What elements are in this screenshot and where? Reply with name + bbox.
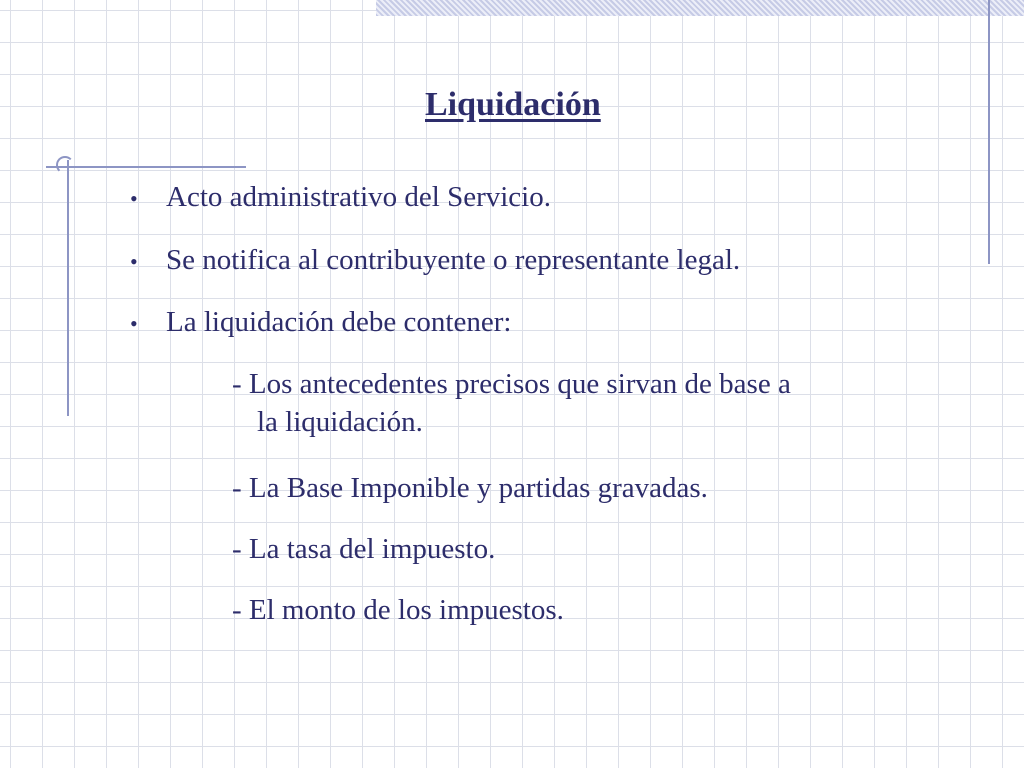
sub-item-1-line-2: la liquidación. <box>257 406 423 438</box>
right-decorative-line <box>988 0 990 264</box>
sub-item-3: - La tasa del impuesto. <box>232 533 496 565</box>
bullet-marker: • <box>130 186 138 211</box>
left-horizontal-line <box>46 166 246 168</box>
top-decorative-bar <box>376 0 1024 16</box>
slide-title: Liquidación <box>425 86 601 123</box>
bullet-3: La liquidación debe contener: <box>166 306 512 338</box>
left-vertical-line <box>67 160 69 416</box>
sub-item-1-line-1: - Los antecedentes precisos que sirvan de base a <box>232 368 791 400</box>
bullet-marker: • <box>130 249 138 274</box>
sub-item-4: - El monto de los impuestos. <box>232 594 564 626</box>
bullet-marker: • <box>130 311 138 336</box>
sub-item-2: - La Base Imponible y partidas gravadas. <box>232 472 708 504</box>
corner-curl-ornament <box>56 156 74 174</box>
bullet-1: Acto administrativo del Servicio. <box>166 181 551 213</box>
bullet-2: Se notifica al contribuyente o representante legal. <box>166 244 741 276</box>
